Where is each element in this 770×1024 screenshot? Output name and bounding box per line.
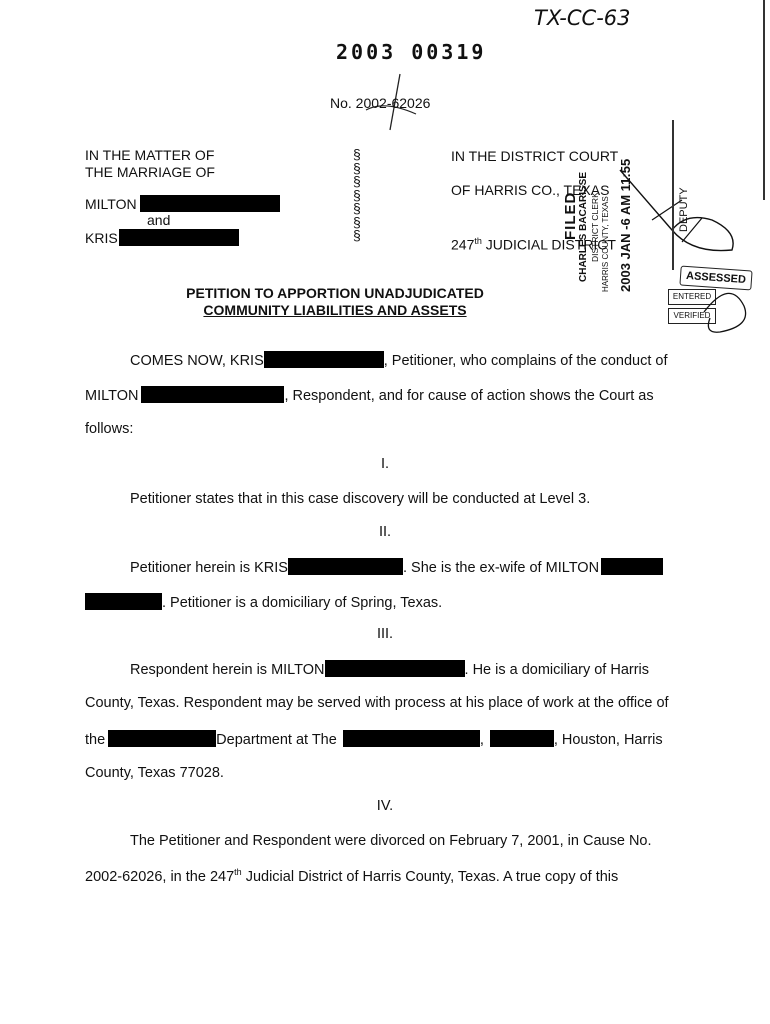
redaction-bar xyxy=(140,195,280,212)
redaction-bar xyxy=(490,730,554,747)
caption-court-line-1: IN THE DISTRICT COURT xyxy=(451,148,619,164)
redaction-bar xyxy=(325,660,465,677)
filed-stamp-deputy: DEPUTY xyxy=(678,187,690,232)
paragraph-4-line-1: Respondent herein is MILTON . He is a domiciliary of Harris xyxy=(130,662,650,678)
paragraph-4-line-3: the Department at The , , Houston, Harris xyxy=(85,732,663,748)
paragraph-1-line-3: follows: xyxy=(85,421,134,437)
filed-stamp-filed: FILED xyxy=(562,191,579,240)
caption-line-2: THE MARRIAGE OF xyxy=(85,164,215,180)
handwritten-signature xyxy=(612,160,752,280)
redaction-bar xyxy=(119,229,239,246)
caption-party-1: MILTON xyxy=(85,195,280,213)
paragraph-2: Petitioner states that in this case discovery will be conducted at Level 3. xyxy=(130,491,591,507)
section-symbol: § xyxy=(353,213,361,230)
paragraph-3-line-1: Petitioner herein is KRIS . She is the ex-wife of MILTON xyxy=(130,558,663,576)
section-heading-4: IV. xyxy=(376,798,394,814)
section-heading-1: I. xyxy=(380,456,390,472)
redaction-bar xyxy=(85,593,162,610)
paragraph-5-line-1: The Petitioner and Respondent were divorced on February 7, 2001, in Cause No. xyxy=(130,833,652,849)
section-symbol: § xyxy=(353,227,361,243)
paragraph-1-line-1: COMES NOW, KRIS , Petitioner, who complains of the conduct of xyxy=(130,353,668,369)
filed-stamp-county: HARRIS COUNTY, TEXAS xyxy=(601,196,610,292)
caption-left xyxy=(85,147,280,247)
document-title xyxy=(0,285,770,318)
section-symbol: § xyxy=(353,146,361,162)
section-symbol: § xyxy=(353,173,361,189)
redaction-bar xyxy=(108,730,216,747)
caption-court-line-3: 247th JUDICIAL DISTRICT xyxy=(451,236,616,253)
paragraph-3-line-2: . Petitioner is a domiciliary of Spring, Texas. xyxy=(85,593,442,611)
title-line-1: PETITION TO APPORTION UNADJUDICATED xyxy=(186,285,484,301)
redaction-bar xyxy=(343,730,480,747)
section-symbol: § xyxy=(353,186,361,203)
stamp-edge-line xyxy=(672,120,674,270)
title-line-2: COMMUNITY LIABILITIES AND ASSETS xyxy=(203,302,467,318)
paragraph-4-line-2: County, Texas. Respondent may be served with process at his place of work at the office of xyxy=(85,695,669,711)
filed-stamp-date: 2003 JAN -6 AM 11:55 xyxy=(618,158,633,292)
paragraph-1-line-2: MILTON , Respondent, and for cause of action shows the Court as xyxy=(85,388,654,404)
section-heading-2: II. xyxy=(378,524,392,540)
stamp-number: 2003 00319 xyxy=(336,40,487,64)
paragraph-4-line-4: County, Texas 77028. xyxy=(85,765,224,781)
section-symbol: § xyxy=(353,200,361,216)
section-heading-3: III. xyxy=(376,626,394,642)
page-edge-line xyxy=(763,0,765,200)
assessed-stamp: ASSESSED xyxy=(679,266,752,291)
caption-party-2: KRIS xyxy=(85,229,280,247)
redaction-bar xyxy=(601,558,663,575)
redaction-bar xyxy=(264,351,384,368)
handwritten-reference: TX-CC-63 xyxy=(534,6,631,30)
redaction-bar xyxy=(288,558,403,575)
redaction-bar xyxy=(141,386,284,403)
filed-stamp-clerk: CHARLES BACARISSE xyxy=(578,171,589,282)
entered-stamp: ENTERED xyxy=(668,289,716,305)
section-symbol-column xyxy=(353,148,361,243)
section-symbol: § xyxy=(353,159,361,176)
caption-court-line-2: OF HARRIS CO., TEXAS xyxy=(451,182,610,198)
verified-stamp: VERIFIED xyxy=(668,308,716,324)
filed-stamp-district-clerk: DISTRICT CLERK xyxy=(590,192,600,262)
paragraph-5-line-2: 2002-62026, in the 247th Judicial District of Harris County, Texas. A true copy of this xyxy=(85,867,619,885)
caption-and: and xyxy=(147,212,171,228)
case-number: No. 2002-62026 xyxy=(330,95,431,111)
caption-line-1: IN THE MATTER OF xyxy=(85,147,215,163)
